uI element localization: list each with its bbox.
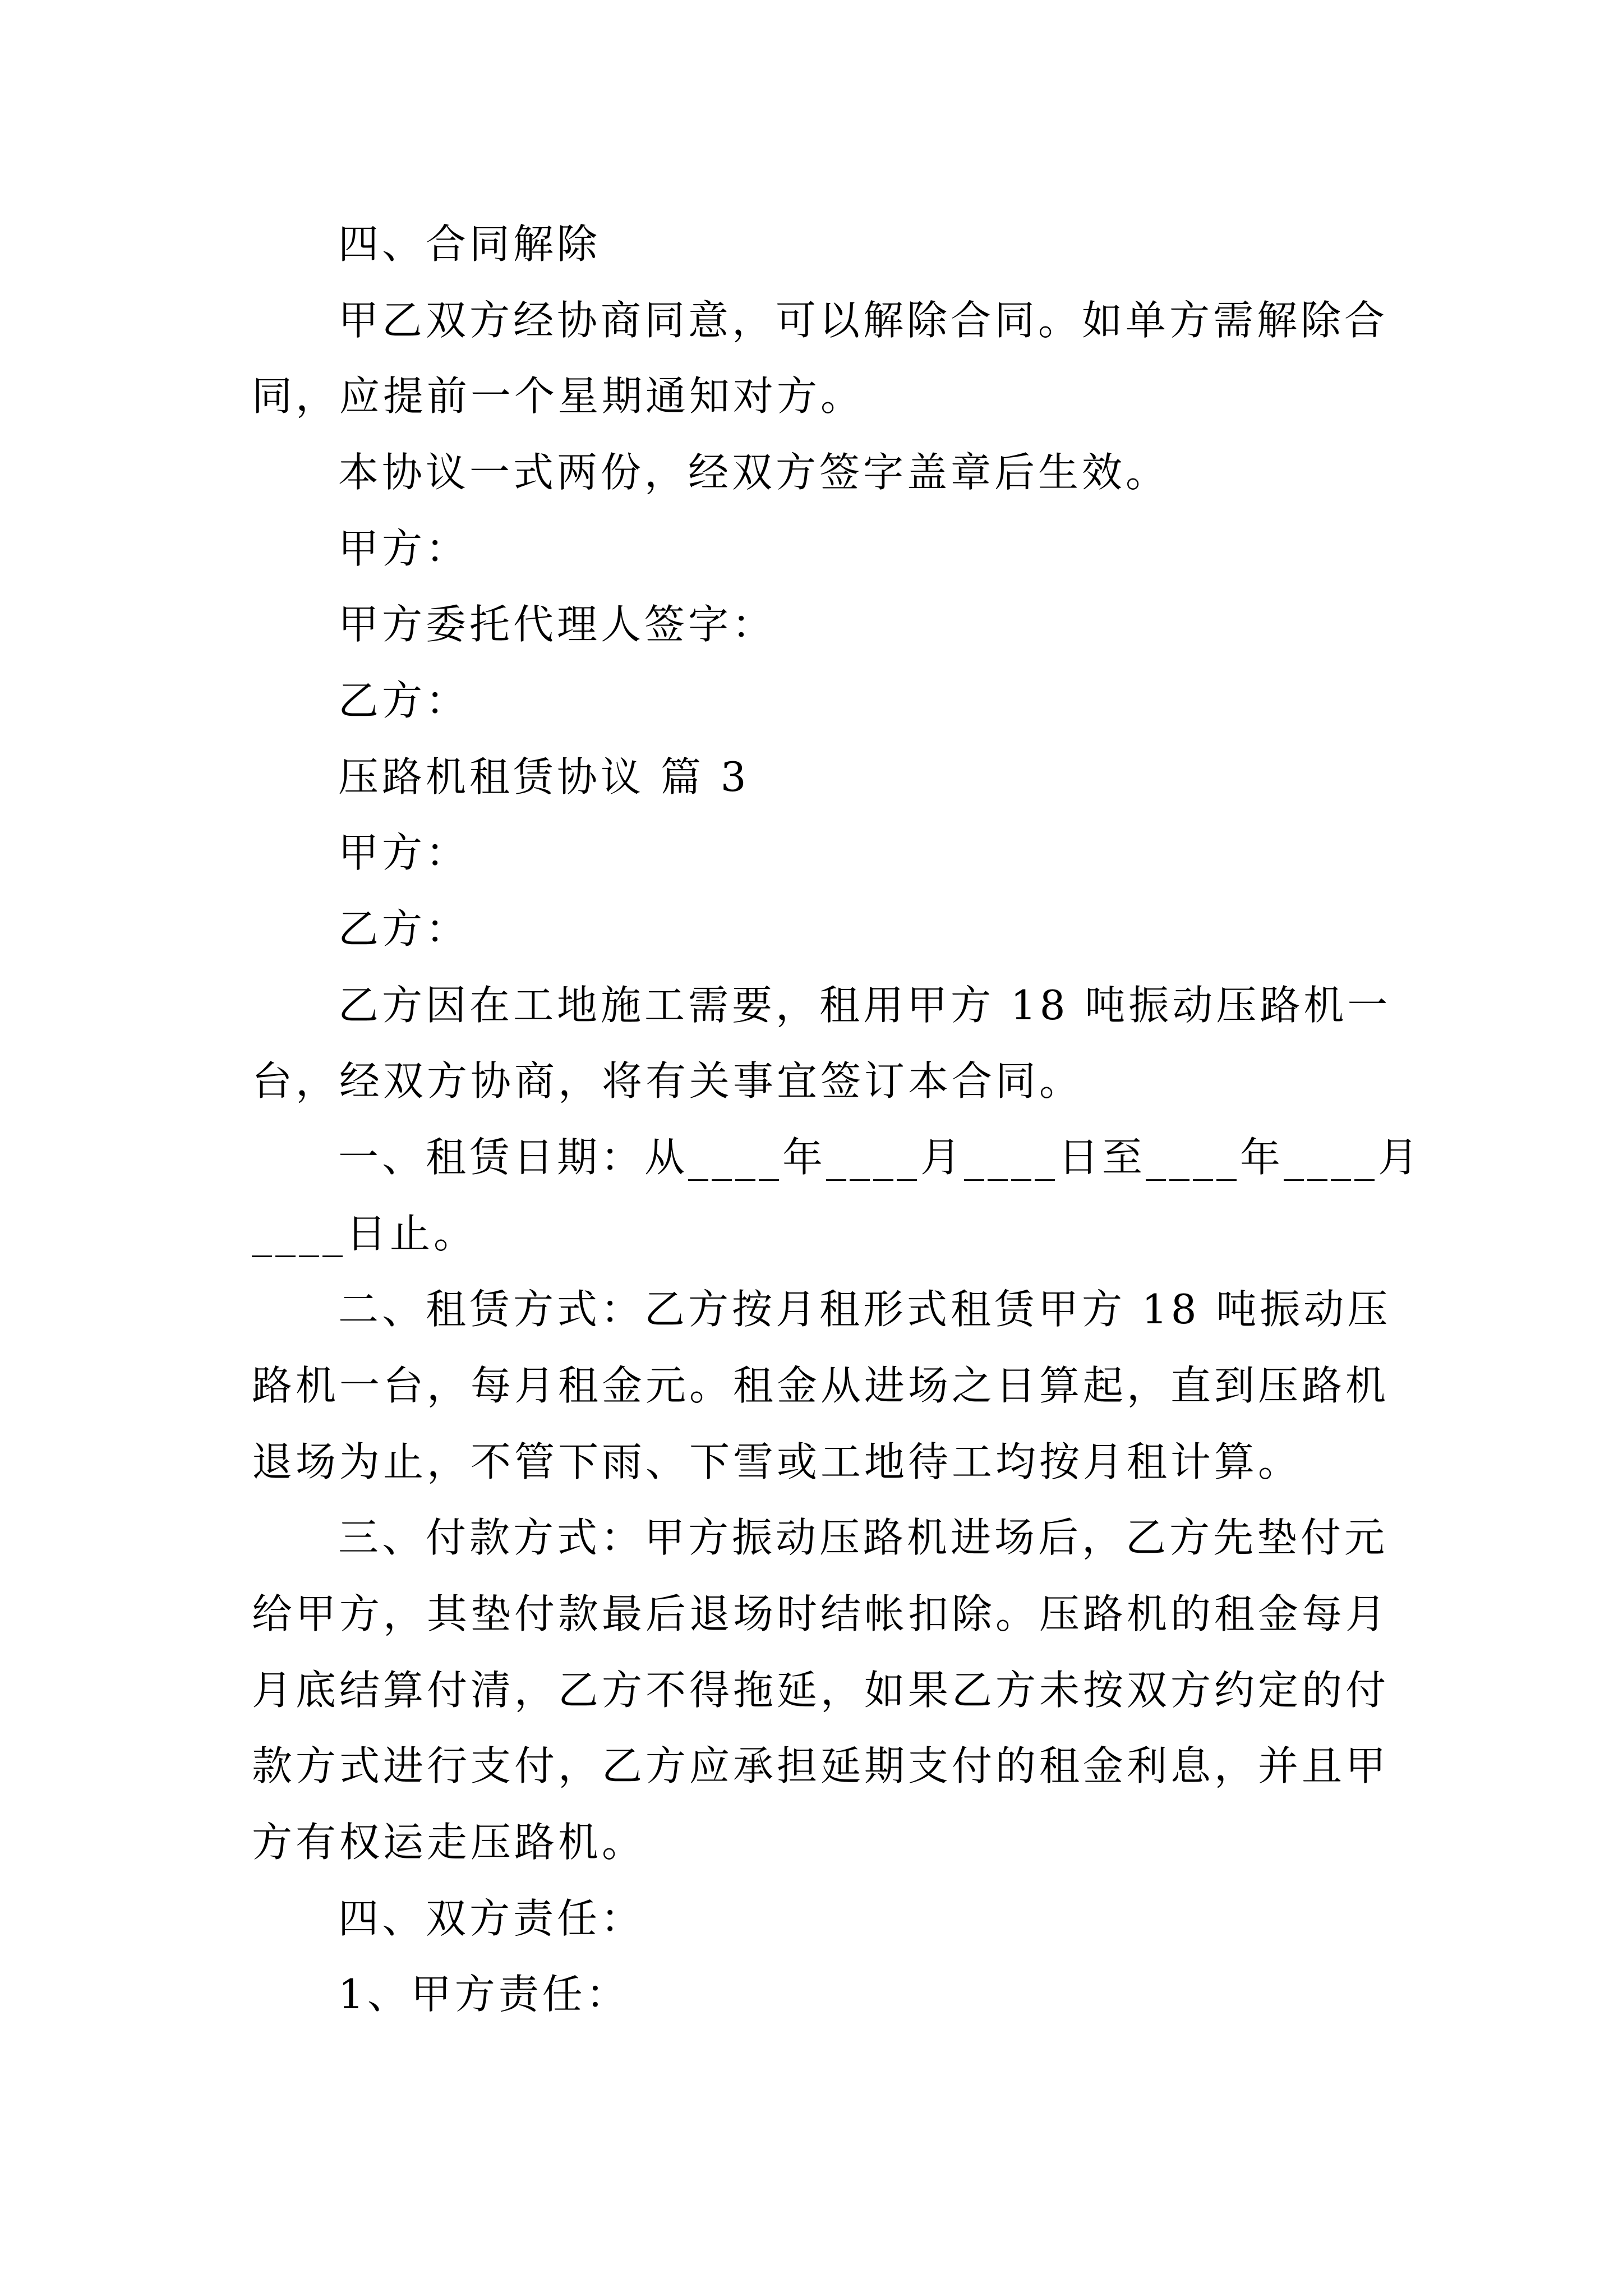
paragraph-line: 给甲方，其垫付款最后退场时结帐扣除。压路机的租金每月 <box>252 1590 1390 1637</box>
clause-lease-period: 一、租赁日期：从____年____月____日至____年____月 <box>338 1134 1422 1181</box>
paragraph-line: 同，应提前一个星期通知对方。 <box>252 372 865 420</box>
agreement-title: 压路机租赁协议 篇 3 <box>338 753 750 800</box>
paragraph-line: 款方式进行支付，乙方应承担延期支付的租金利息，并且甲 <box>252 1742 1390 1789</box>
signature-party-b: 乙方： <box>338 677 470 724</box>
paragraph-line: 退场为止，不管下雨、下雪或工地待工均按月租计算。 <box>252 1438 1302 1485</box>
party-a-label: 甲方： <box>338 829 470 876</box>
subsection-party-a-responsibility: 1、甲方责任： <box>338 1971 630 2018</box>
clause-lease-method: 二、租赁方式：乙方按月租形式租赁甲方 18 吨振动压 <box>338 1286 1391 1333</box>
paragraph-line: 台，经双方协商，将有关事宜签订本合同。 <box>252 1057 1083 1105</box>
section-heading-responsibilities: 四、双方责任： <box>338 1895 645 1942</box>
paragraph-line: 乙方因在工地施工需要，租用甲方 18 吨振动压路机一 <box>338 982 1391 1029</box>
paragraph-line: 甲乙双方经协商同意，可以解除合同。如单方需解除合 <box>338 297 1389 344</box>
section-heading-termination: 四、合同解除 <box>338 220 601 268</box>
paragraph-line: 路机一台，每月租金元。租金从进场之日算起，直到压路机 <box>252 1362 1390 1409</box>
paragraph-line: ____日止。 <box>252 1210 478 1257</box>
signature-agent: 甲方委托代理人签字： <box>338 601 776 648</box>
paragraph-line: 本协议一式两份，经双方签字盖章后生效。 <box>338 449 1170 496</box>
clause-payment: 三、付款方式：甲方振动压路机进场后，乙方先垫付元 <box>338 1514 1389 1561</box>
signature-party-a: 甲方： <box>338 525 470 572</box>
paragraph-line: 月底结算付清，乙方不得拖延，如果乙方未按双方约定的付 <box>252 1667 1390 1714</box>
paragraph-line: 方有权运走压路机。 <box>252 1819 646 1866</box>
party-b-label: 乙方： <box>338 905 470 953</box>
